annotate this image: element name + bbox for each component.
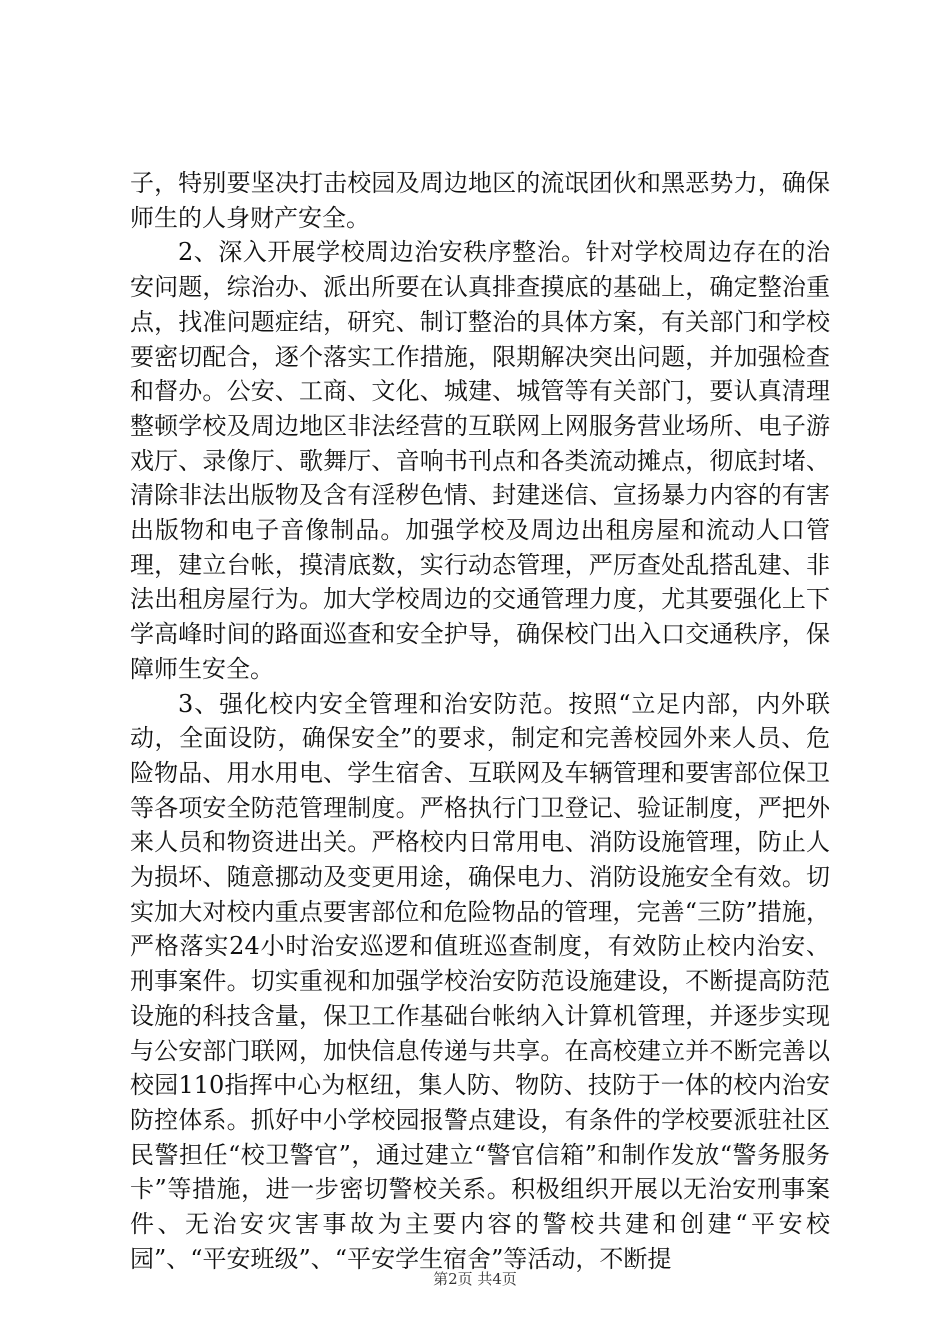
page-footer: 第2页 共4页 (433, 1270, 517, 1288)
paragraph-continuation: 子，特别要坚决打击校园及周边地区的流氓团伙和黑恶势力，确保师生的人身财产安全。 (130, 169, 830, 232)
paragraph-2: 2、深入开展学校周边治安秩序整治。针对学校周边存在的治安问题，综治办、派出所要在认真排查摸底的基础上，确定整治重点，找准问题症结，研究、制订整治的具体方案，有关部门和学校要密切配合，逐个落实工作措施，限期解决突出问题，并加强检查和督办。公安、工商、文化、城建、城管等有关部门，要认真清理整顿学校及周边地区非法经营的互联网上网服务营业场所、电子游戏厅、录像厅、歌舞厅、音响书刊点和各类流动摊点，彻底封堵、清除非法出版物及含有淫秽色情、封建迷信、宣扬暴力内容的有害出版物和电子音像制品。加强学校及周边出租房屋和流动人口管理，建立台帐，摸清底数，实行动态管理，严厉查处乱搭乱建、非法出租房屋行为。加大学校周边的交通管理力度，尤其要强化上下学高峰时间的路面巡查和安全护导，确保校门出入口交通秩序，保障师生安全。 (130, 238, 830, 683)
paragraph-3: 3、强化校内安全管理和治安防范。按照“立足内部，内外联动，全面设防，确保安全”的要求，制定和完善校园外来人员、危险物品、用水用电、学生宿舍、互联网及车辆管理和要害部位保卫等各项安全防范管理制度。严格执行门卫登记、验证制度，严把外来人员和物资进出关。严格校内日常用电、消防设施管理，防止人为损坏、随意挪动及变更用途，确保电力、消防设施安全有效。切实加大对校内重点要害部位和危险物品的管理，完善“三防”措施，严格落实24小时治安巡逻和值班巡查制度，有效防止校内治安、刑事案件。切实重视和加强学校治安防范设施建设，不断提高防范设施的科技含量，保卫工作基础台帐纳入计算机管理，并逐步实现与公安部门联网，加快信息传递与共享。在高校建立并不断完善以校园110指挥中心为枢纽，集人防、物防、技防于一体的校内治安防控体系。抓好中小学校园报警点建设，有条件的学校要派驻社区民警担任“校卫警官”，通过建立“警官信箱”和制作发放“警务服务卡”等措施，进一步密切警校关系。积极组织开展以无治安刑事案件、无治安灾害事故为主要内容的警校共建和创建“平安校园”、“平安班级”、“平安学生宿舍”等活动，不断提 (130, 689, 830, 1273)
document-body (130, 166, 830, 1277)
